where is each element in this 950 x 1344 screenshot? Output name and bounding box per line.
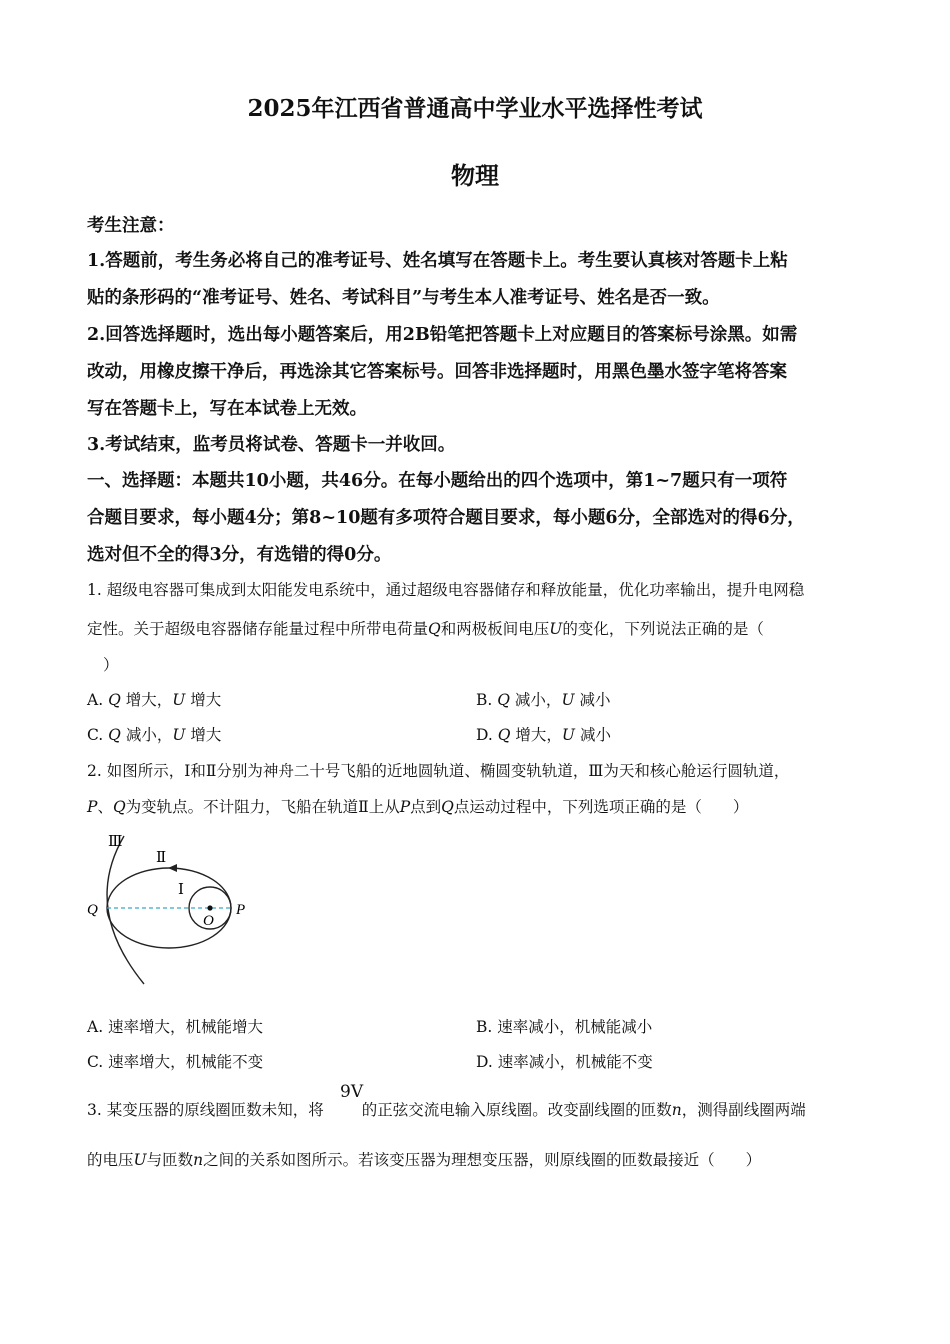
q1-line: 定性。关于超级电容器储存能量过程中所带电荷量Q和两极板间电压U的变化，下列说法正确的是（: [87, 620, 764, 638]
q2-option-d: D. 速率减小，机械能不变: [476, 1053, 653, 1071]
section-line: 合题目要求，每小题4分；第8~10题有多项符合题目要求，每小题6分，全部选对的得6分，: [87, 508, 805, 528]
q1-option-a: A. Q 增大，U 增大: [87, 691, 222, 709]
q1-option-b: B. Q 减小，U 减小: [476, 691, 611, 709]
q1-option-d: D. Q 增大，U 减小: [476, 726, 611, 744]
notice-heading: 考生注意：: [87, 216, 175, 236]
subject-title: 物理: [451, 161, 499, 190]
q2-line: 2. 如图所示，Ⅰ和Ⅱ分别为神舟二十号飞船的近地圆轨道、椭圆变轨轨道，Ⅲ为天和核心舱运行圆轨道，: [87, 762, 790, 780]
label-i: Ⅰ: [178, 882, 184, 898]
label-p: P: [236, 902, 246, 918]
label-iii: Ⅲ: [108, 834, 123, 850]
label-q: Q: [87, 902, 98, 918]
q1-line: 1. 超级电容器可集成到太阳能发电系统中，通过超级电容器储存和释放能量，优化功率输出，提升电网稳: [87, 581, 805, 599]
notice-line: 写在答题卡上，写在本试卷上无效。: [87, 399, 367, 419]
q2-option-c: C. 速率增大，机械能不变: [87, 1053, 264, 1071]
notice-line: 2.回答选择题时，选出每小题答案后，用2B铅笔把答题卡上对应题目的答案标号涂黑。如需: [87, 325, 798, 345]
center-dot: [207, 905, 212, 910]
section-line: 一、选择题：本题共10小题，共46分。在每小题给出的四个选项中，第1~7题只有一项符: [87, 471, 788, 491]
direction-arrow-icon: [168, 864, 177, 872]
q1-line: ）: [103, 656, 119, 674]
q2-line: P、Q为变轨点。不计阻力，飞船在轨道Ⅱ上从P点到Q点运动过程中，下列选项正确的是（ ）: [87, 798, 749, 816]
notice-line: 1.答题前，考生务必将自己的准考证号、姓名填写在答题卡上。考生要认真核对答题卡上粘: [87, 251, 788, 271]
section-line: 选对但不全的得3分，有选错的得0分。: [87, 545, 392, 565]
orbit-iii-arc: [107, 836, 144, 984]
exam-title: 2025年江西省普通高中学业水平选择性考试: [247, 95, 703, 122]
q2-option-a: A. 速率增大，机械能增大: [87, 1018, 264, 1036]
q3-voltage: 9V: [340, 1082, 364, 1102]
q3-line: 3. 某变压器的原线圈匝数未知，将 的正弦交流电输入原线圈。改变副线圈的匝数n，测得副线圈两端: [87, 1101, 806, 1119]
notice-line: 贴的条形码的“准考证号、姓名、考试科目”与考生本人准考证号、姓名是否一致。: [87, 288, 720, 308]
q3-line: 的电压U与匝数n之间的关系如图所示。若该变压器为理想变压器，则原线圈的匝数最接近（ ）: [87, 1151, 762, 1169]
label-ii: Ⅱ: [156, 850, 167, 866]
orbit-diagram: [82, 826, 262, 991]
q1-option-c: C. Q 减小，U 增大: [87, 726, 222, 744]
label-o: O: [203, 913, 214, 929]
q2-option-b: B. 速率减小，机械能减小: [476, 1018, 653, 1036]
notice-line: 改动，用橡皮擦干净后，再选涂其它答案标号。回答非选择题时，用黑色墨水签字笔将答案: [87, 362, 787, 382]
notice-line: 3.考试结束，监考员将试卷、答题卡一并收回。: [87, 435, 456, 455]
